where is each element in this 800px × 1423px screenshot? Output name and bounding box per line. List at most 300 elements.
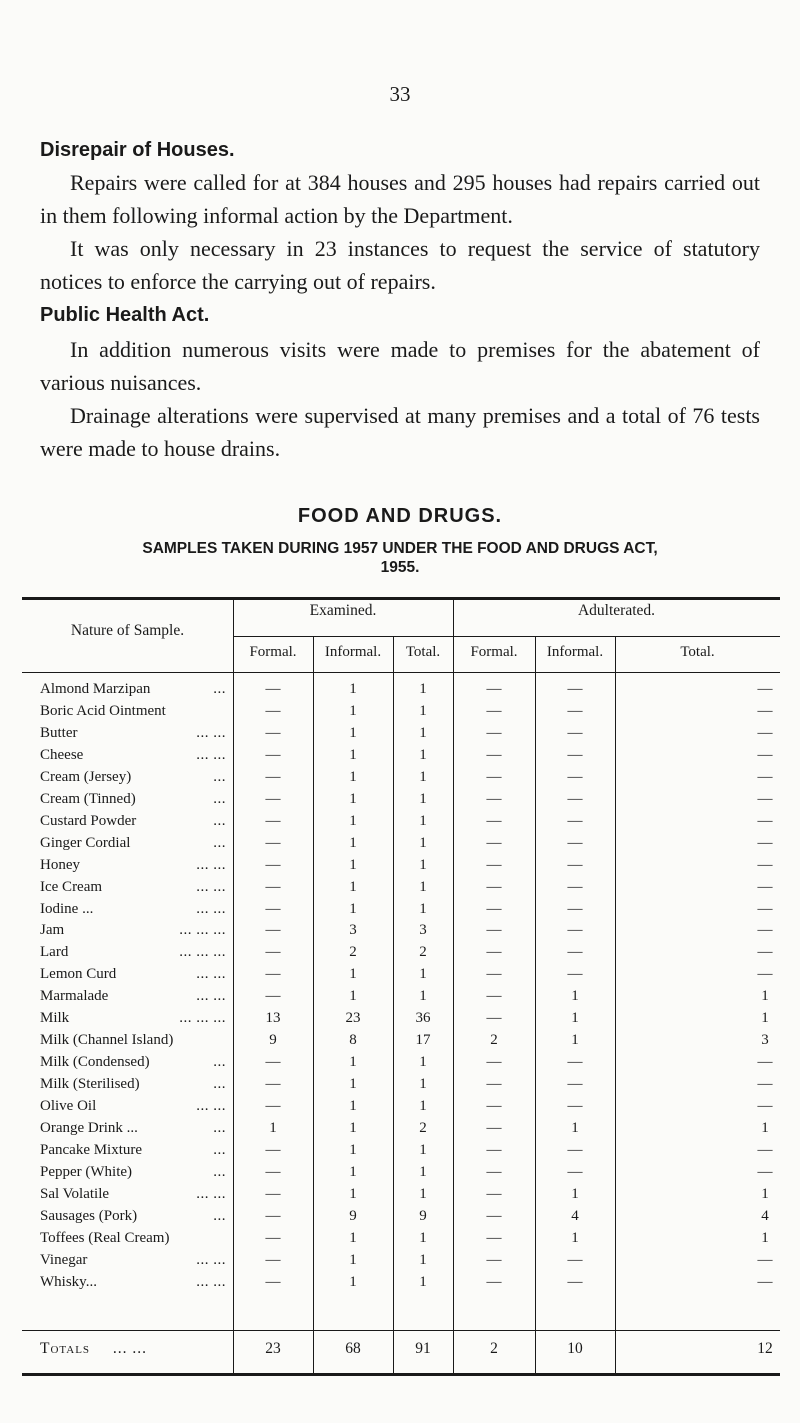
sample-name bbox=[40, 901, 230, 918]
cell-af: — bbox=[486, 966, 502, 983]
cell-et: 9 bbox=[419, 1207, 427, 1224]
totals-examined-formal: 23 bbox=[265, 1340, 281, 1357]
header-examined-informal: Informal. bbox=[324, 644, 382, 660]
header-adulterated-total: Total. bbox=[680, 644, 715, 660]
cell-af: — bbox=[486, 790, 502, 807]
sample-name bbox=[40, 1164, 230, 1181]
sample-name-text: Honey bbox=[40, 856, 80, 873]
cell-ef: — bbox=[265, 1054, 281, 1071]
cell-at bbox=[615, 813, 780, 830]
cell-ei: 1 bbox=[349, 1229, 357, 1246]
totals-label bbox=[40, 1340, 147, 1358]
sample-name bbox=[40, 1230, 230, 1247]
cell-af: — bbox=[486, 724, 502, 741]
cell-af: — bbox=[486, 834, 502, 851]
cell-ef: — bbox=[265, 988, 281, 1005]
cell-at bbox=[615, 1054, 780, 1071]
cell-at bbox=[615, 1120, 780, 1137]
sample-name-text: Boric Acid Ointment bbox=[40, 702, 166, 719]
cell-ei: 2 bbox=[349, 944, 357, 961]
leader-dots: ... bbox=[213, 1207, 226, 1224]
cell-af: — bbox=[486, 1185, 502, 1202]
cell-ai: — bbox=[567, 856, 583, 873]
leader-dots: ... bbox=[213, 1076, 226, 1093]
cell-af: — bbox=[486, 1273, 502, 1290]
header-nature: Nature of Sample. bbox=[70, 622, 185, 639]
cell-af: — bbox=[486, 1251, 502, 1268]
sample-name-text: Toffees (Real Cream) bbox=[40, 1229, 170, 1246]
cell-at bbox=[615, 1032, 780, 1049]
cell-at bbox=[615, 1076, 780, 1093]
leader-dots: ... ... ... bbox=[179, 922, 226, 939]
cell-at-value: — bbox=[757, 681, 773, 697]
cell-ei: 1 bbox=[349, 681, 357, 697]
sample-name bbox=[40, 1252, 230, 1269]
cell-ef: — bbox=[265, 1273, 281, 1290]
cell-at-value: 1 bbox=[761, 1185, 769, 1202]
cell-at bbox=[615, 1186, 780, 1203]
sample-name-text: Cream (Jersey) bbox=[40, 768, 132, 785]
table-top-rule bbox=[22, 597, 780, 600]
sample-name-text: Custard Powder bbox=[40, 812, 137, 829]
sample-name-text: Marmalade bbox=[40, 988, 109, 1005]
totals-rule bbox=[22, 1330, 780, 1331]
leader-dots: ... ... bbox=[196, 988, 226, 1005]
cell-ai: — bbox=[567, 790, 583, 807]
sample-name-text: Sal Volatile bbox=[40, 1185, 110, 1202]
cell-at bbox=[615, 879, 780, 896]
cell-at-value: — bbox=[757, 790, 773, 807]
table-bottom-rule bbox=[22, 1373, 780, 1376]
public-health-text bbox=[40, 333, 760, 465]
table-title-year: 1955. bbox=[380, 559, 420, 576]
sample-name bbox=[40, 922, 230, 939]
cell-af: — bbox=[486, 681, 502, 697]
cell-af: — bbox=[486, 988, 502, 1005]
sample-name-text: Butter bbox=[40, 724, 78, 741]
cell-ai: — bbox=[567, 1273, 583, 1290]
cell-at-value: — bbox=[757, 1076, 773, 1093]
cell-at bbox=[615, 1230, 780, 1247]
cell-ef: — bbox=[265, 812, 281, 829]
sample-name-text: Iodine ... bbox=[40, 900, 94, 917]
cell-ai: — bbox=[567, 944, 583, 961]
cell-at-value: — bbox=[757, 1098, 773, 1115]
cell-ef: — bbox=[265, 834, 281, 851]
cell-at bbox=[615, 1208, 780, 1225]
cell-af: — bbox=[486, 746, 502, 763]
cell-ai: — bbox=[567, 900, 583, 917]
leader-dots: ... ... bbox=[196, 1185, 226, 1202]
cell-ef: — bbox=[265, 1076, 281, 1093]
cell-ef: — bbox=[265, 1251, 281, 1268]
cell-ef: — bbox=[265, 1185, 281, 1202]
sample-name-text: Sausages (Pork) bbox=[40, 1207, 138, 1224]
cell-at bbox=[615, 857, 780, 874]
cell-af: — bbox=[486, 900, 502, 917]
sample-name-text: Orange Drink ... bbox=[40, 1120, 138, 1136]
totals-adulterated-total-value: 12 bbox=[757, 1340, 773, 1357]
cell-ei: 1 bbox=[349, 724, 357, 741]
cell-et: 17 bbox=[415, 1032, 431, 1049]
cell-ei: 1 bbox=[349, 1141, 357, 1158]
totals-adulterated-formal: 2 bbox=[490, 1340, 498, 1357]
cell-ei: 1 bbox=[349, 812, 357, 829]
cell-ai: — bbox=[567, 966, 583, 983]
cell-ei: 1 bbox=[349, 1185, 357, 1202]
cell-et: 1 bbox=[419, 1251, 427, 1268]
cell-at-value: — bbox=[757, 1273, 773, 1290]
cell-ai: 1 bbox=[571, 988, 579, 1005]
cell-ei: 1 bbox=[349, 966, 357, 983]
cell-af: — bbox=[486, 1010, 502, 1027]
cell-et: 1 bbox=[419, 966, 427, 983]
sample-name bbox=[40, 1120, 230, 1137]
table-title: SAMPLES TAKEN DURING 1957 UNDER THE FOOD AND DRUGS ACT, bbox=[142, 540, 658, 557]
cell-ei: 1 bbox=[349, 702, 357, 719]
sample-name bbox=[40, 769, 230, 786]
cell-at bbox=[615, 703, 780, 720]
cell-at-value: 1 bbox=[761, 988, 769, 1005]
header-adulterated-informal: Informal. bbox=[546, 644, 604, 660]
cell-ai: — bbox=[567, 1141, 583, 1158]
leader-dots: ... ... bbox=[196, 724, 226, 741]
cell-et: 2 bbox=[419, 1120, 427, 1136]
paragraph: It was only necessary in 23 instances to request the service of statutory notices to enforce the carrying out of repairs. bbox=[40, 236, 760, 294]
cell-af: — bbox=[486, 1141, 502, 1158]
cell-at-value: — bbox=[757, 1251, 773, 1268]
cell-ai: — bbox=[567, 1098, 583, 1115]
totals-leader-dots: ... ... bbox=[112, 1340, 148, 1357]
sample-name-text: Milk bbox=[40, 1010, 70, 1027]
leader-dots: ... ... ... bbox=[179, 944, 226, 961]
header-group-rule bbox=[233, 636, 780, 637]
sample-name-text: Vinegar bbox=[40, 1251, 88, 1268]
leader-dots: ... bbox=[213, 1054, 226, 1071]
cell-ai: — bbox=[567, 922, 583, 939]
cell-ei: 1 bbox=[349, 1098, 357, 1115]
cell-at bbox=[615, 681, 780, 698]
cell-ef: — bbox=[265, 724, 281, 741]
sample-name-text: Almond Marzipan bbox=[40, 681, 151, 697]
cell-et: 3 bbox=[419, 922, 427, 939]
cell-ef: 1 bbox=[269, 1120, 277, 1136]
cell-af: — bbox=[486, 1076, 502, 1093]
cell-ei: 1 bbox=[349, 1076, 357, 1093]
sample-name bbox=[40, 1054, 230, 1071]
cell-et: 1 bbox=[419, 856, 427, 873]
cell-ai: — bbox=[567, 1076, 583, 1093]
cell-ef: — bbox=[265, 1207, 281, 1224]
leader-dots: ... ... bbox=[196, 1273, 226, 1290]
cell-at bbox=[615, 1164, 780, 1181]
cell-et: 1 bbox=[419, 1163, 427, 1180]
cell-af: — bbox=[486, 1163, 502, 1180]
cell-ef: — bbox=[265, 922, 281, 939]
cell-at bbox=[615, 1010, 780, 1027]
disrepair-text bbox=[40, 166, 760, 298]
leader-dots: ... bbox=[213, 1163, 226, 1180]
sample-name bbox=[40, 1274, 230, 1291]
cell-at-value: — bbox=[757, 900, 773, 917]
cell-ai: — bbox=[567, 702, 583, 719]
cell-ef: — bbox=[265, 944, 281, 961]
cell-et: 1 bbox=[419, 1185, 427, 1202]
cell-et: 1 bbox=[419, 1054, 427, 1071]
cell-at bbox=[615, 966, 780, 983]
cell-ef: — bbox=[265, 1141, 281, 1158]
header-examined-total: Total. bbox=[405, 644, 441, 660]
header-bottom-rule bbox=[22, 672, 780, 673]
cell-at-value: 3 bbox=[761, 1032, 769, 1049]
cell-et: 1 bbox=[419, 1098, 427, 1115]
cell-ei: 8 bbox=[349, 1032, 357, 1049]
sample-name-text: Pepper (White) bbox=[40, 1163, 133, 1180]
leader-dots: ... ... bbox=[196, 900, 226, 917]
cell-ai: 1 bbox=[571, 1185, 579, 1202]
cell-et: 1 bbox=[419, 746, 427, 763]
sample-name-text: Jam bbox=[40, 922, 65, 939]
cell-ai: — bbox=[567, 681, 583, 697]
cell-at bbox=[615, 747, 780, 764]
sample-name-text: Milk (Condensed) bbox=[40, 1054, 150, 1071]
cell-af: — bbox=[486, 1054, 502, 1071]
sample-name-text: Milk (Sterilised) bbox=[40, 1076, 140, 1093]
cell-ai: — bbox=[567, 1163, 583, 1180]
cell-at-value: — bbox=[757, 922, 773, 939]
page-number: 33 bbox=[389, 82, 411, 106]
paragraph: Repairs were called for at 384 houses and 295 houses had repairs carried out in them following informal action by the Department. bbox=[40, 170, 760, 228]
cell-et: 1 bbox=[419, 790, 427, 807]
leader-dots: ... bbox=[213, 1120, 226, 1136]
cell-at-value: — bbox=[757, 878, 773, 895]
cell-at-value: 1 bbox=[761, 1010, 769, 1027]
cell-ai: 1 bbox=[571, 1010, 579, 1027]
sample-name bbox=[40, 1186, 230, 1203]
sample-name-text: Lemon Curd bbox=[40, 966, 117, 983]
cell-ei: 1 bbox=[349, 1163, 357, 1180]
cell-et: 1 bbox=[419, 900, 427, 917]
cell-at bbox=[615, 1098, 780, 1115]
cell-at-value: — bbox=[757, 1163, 773, 1180]
cell-at-value: — bbox=[757, 1141, 773, 1158]
leader-dots: ... bbox=[213, 834, 226, 851]
leader-dots: ... ... bbox=[196, 1251, 226, 1268]
cell-ai: — bbox=[567, 1251, 583, 1268]
cell-ai: — bbox=[567, 878, 583, 895]
cell-at bbox=[615, 1252, 780, 1269]
cell-ei: 1 bbox=[349, 768, 357, 785]
cell-et: 1 bbox=[419, 768, 427, 785]
cell-ef: — bbox=[265, 702, 281, 719]
cell-ef: — bbox=[265, 900, 281, 917]
sample-name-text: Milk (Channel Island) bbox=[40, 1032, 174, 1049]
cell-ef: — bbox=[265, 768, 281, 785]
sample-name bbox=[40, 747, 230, 764]
sample-name bbox=[40, 988, 230, 1005]
cell-at bbox=[615, 944, 780, 961]
sample-name bbox=[40, 681, 230, 698]
cell-ei: 1 bbox=[349, 900, 357, 917]
paragraph: Drainage alterations were supervised at many premises and a total of 76 tests were made to house drains. bbox=[40, 403, 760, 461]
cell-at-value: — bbox=[757, 1054, 773, 1071]
cell-ef: — bbox=[265, 1229, 281, 1246]
sample-name bbox=[40, 791, 230, 808]
sample-name bbox=[40, 879, 230, 896]
leader-dots: ... ... bbox=[196, 1098, 226, 1115]
cell-at-value: — bbox=[757, 834, 773, 851]
disrepair-heading: Disrepair of Houses. bbox=[40, 139, 235, 161]
cell-et: 1 bbox=[419, 724, 427, 741]
cell-ai: — bbox=[567, 812, 583, 829]
sample-name bbox=[40, 703, 230, 720]
leader-dots: ... ... bbox=[196, 878, 226, 895]
cell-ai: 1 bbox=[571, 1032, 579, 1049]
cell-ei: 1 bbox=[349, 1251, 357, 1268]
cell-ef: — bbox=[265, 1098, 281, 1115]
cell-et: 1 bbox=[419, 812, 427, 829]
cell-ef: 13 bbox=[265, 1010, 281, 1027]
cell-et: 2 bbox=[419, 944, 427, 961]
header-examined: Examined. bbox=[309, 602, 377, 619]
totals-label-text: Totals bbox=[40, 1340, 91, 1357]
cell-at-value: 1 bbox=[761, 1229, 769, 1246]
sample-name bbox=[40, 857, 230, 874]
food-drugs-title: FOOD AND DRUGS. bbox=[297, 505, 503, 527]
sample-name bbox=[40, 1032, 230, 1049]
cell-ei: 9 bbox=[349, 1207, 357, 1224]
sample-name bbox=[40, 1098, 230, 1115]
cell-ef: — bbox=[265, 966, 281, 983]
cell-ef: — bbox=[265, 856, 281, 873]
sample-name-text: Ice Cream bbox=[40, 878, 103, 895]
cell-ai: — bbox=[567, 768, 583, 785]
cell-at-value: — bbox=[757, 702, 773, 719]
cell-at-value: 4 bbox=[761, 1207, 769, 1224]
totals-examined-informal: 68 bbox=[345, 1340, 361, 1357]
public-health-heading: Public Health Act. bbox=[40, 304, 210, 326]
cell-ef: — bbox=[265, 790, 281, 807]
cell-et: 1 bbox=[419, 1076, 427, 1093]
cell-ef: — bbox=[265, 746, 281, 763]
totals-adulterated-total bbox=[615, 1340, 780, 1358]
sample-name bbox=[40, 1208, 230, 1225]
leader-dots: ... ... bbox=[196, 966, 226, 983]
leader-dots: ... bbox=[213, 812, 226, 829]
cell-af: — bbox=[486, 702, 502, 719]
cell-at bbox=[615, 922, 780, 939]
cell-ei: 1 bbox=[349, 746, 357, 763]
cell-af: — bbox=[486, 1120, 502, 1136]
cell-af: — bbox=[486, 922, 502, 939]
cell-af: — bbox=[486, 1229, 502, 1246]
leader-dots: ... ... bbox=[196, 856, 226, 873]
sample-name bbox=[40, 835, 230, 852]
cell-ei: 1 bbox=[349, 790, 357, 807]
cell-ei: 23 bbox=[345, 1010, 361, 1027]
cell-at-value: — bbox=[757, 966, 773, 983]
cell-ei: 1 bbox=[349, 856, 357, 873]
sample-name-text: Pancake Mixture bbox=[40, 1141, 143, 1158]
cell-af: — bbox=[486, 1098, 502, 1115]
header-adulterated-formal: Formal. bbox=[470, 644, 518, 660]
sample-name-text: Ginger Cordial bbox=[40, 834, 131, 851]
cell-af: — bbox=[486, 856, 502, 873]
leader-dots: ... bbox=[213, 1141, 226, 1158]
totals-examined-total: 91 bbox=[415, 1340, 431, 1357]
cell-at bbox=[615, 1142, 780, 1159]
cell-at bbox=[615, 1274, 780, 1291]
leader-dots: ... ... bbox=[196, 746, 226, 763]
cell-at bbox=[615, 901, 780, 918]
cell-et: 1 bbox=[419, 1229, 427, 1246]
cell-ai: 1 bbox=[571, 1120, 579, 1136]
cell-at-value: — bbox=[757, 724, 773, 741]
paragraph: In addition numerous visits were made to premises for the abatement of various nuisances. bbox=[40, 337, 760, 395]
cell-ai: 1 bbox=[571, 1229, 579, 1246]
cell-af: 2 bbox=[490, 1032, 498, 1049]
leader-dots: ... ... ... bbox=[179, 1010, 226, 1027]
cell-et: 1 bbox=[419, 988, 427, 1005]
sample-name-text: Olive Oil bbox=[40, 1098, 97, 1115]
cell-at-value: 1 bbox=[761, 1120, 769, 1136]
leader-dots: ... bbox=[213, 790, 226, 807]
header-adulterated: Adulterated. bbox=[577, 602, 656, 619]
sample-name bbox=[40, 944, 230, 961]
cell-ei: 1 bbox=[349, 878, 357, 895]
cell-et: 1 bbox=[419, 1141, 427, 1158]
cell-ai: — bbox=[567, 834, 583, 851]
sample-name-text: Cheese bbox=[40, 746, 84, 763]
cell-at bbox=[615, 769, 780, 786]
cell-ai: — bbox=[567, 724, 583, 741]
cell-ef: — bbox=[265, 1163, 281, 1180]
sample-name bbox=[40, 966, 230, 983]
cell-et: 36 bbox=[415, 1010, 431, 1027]
sample-name bbox=[40, 725, 230, 742]
cell-ef: — bbox=[265, 681, 281, 697]
cell-ai: — bbox=[567, 746, 583, 763]
leader-dots: ... bbox=[213, 681, 226, 697]
cell-at bbox=[615, 988, 780, 1005]
cell-ef: — bbox=[265, 878, 281, 895]
cell-af: — bbox=[486, 812, 502, 829]
totals-adulterated-informal: 10 bbox=[567, 1340, 583, 1357]
cell-et: 1 bbox=[419, 878, 427, 895]
cell-at-value: — bbox=[757, 768, 773, 785]
cell-at-value: — bbox=[757, 856, 773, 873]
cell-af: — bbox=[486, 768, 502, 785]
cell-at-value: — bbox=[757, 944, 773, 961]
sample-name bbox=[40, 1010, 230, 1027]
cell-at bbox=[615, 725, 780, 742]
cell-ei: 1 bbox=[349, 834, 357, 851]
sample-name bbox=[40, 1076, 230, 1093]
cell-at bbox=[615, 791, 780, 808]
sample-name bbox=[40, 813, 230, 830]
cell-et: 1 bbox=[419, 1273, 427, 1290]
leader-dots: ... bbox=[213, 768, 226, 785]
cell-at-value: — bbox=[757, 812, 773, 829]
cell-af: — bbox=[486, 1207, 502, 1224]
cell-ef: 9 bbox=[269, 1032, 277, 1049]
cell-af: — bbox=[486, 878, 502, 895]
cell-ei: 3 bbox=[349, 922, 357, 939]
cell-at bbox=[615, 835, 780, 852]
cell-et: 1 bbox=[419, 681, 427, 697]
sample-name-text: Whisky... bbox=[40, 1273, 97, 1290]
sample-name-text: Lard bbox=[40, 944, 69, 961]
